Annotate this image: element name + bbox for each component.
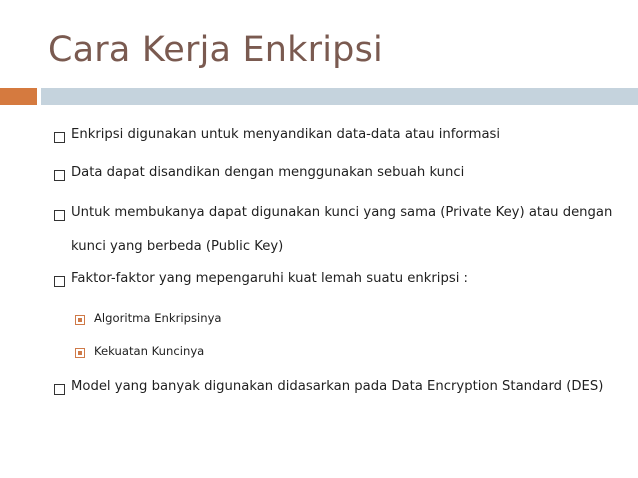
bullet-text: Data dapat disandikan dengan menggunakan sebuah kunci: [71, 165, 465, 180]
accent-bar-orange: [0, 88, 37, 105]
bullet-text: Enkripsi digunakan untuk menyandikan data-data atau informasi: [71, 127, 501, 142]
bullet-text: Model yang banyak digunakan didasarkan pada Data Encryption Standard (DES): [71, 379, 604, 394]
square-bullet-icon: [54, 132, 65, 143]
slide-title: Cara Kerja Enkripsi: [48, 30, 383, 70]
bullet-text: Faktor-faktor yang mepengaruhi kuat lemah suatu enkripsi :: [71, 271, 468, 286]
square-bullet-icon: [54, 210, 65, 221]
square-sub-bullet-icon: [75, 315, 85, 325]
square-sub-bullet-icon: [75, 348, 85, 358]
square-bullet-icon: [54, 170, 65, 181]
square-bullet-icon: [54, 384, 65, 395]
sub-bullet-text: Algoritma Enkripsinya: [94, 311, 222, 325]
bullet-text: Untuk membukanya dapat digunakan kunci yang sama (Private Key) atau dengan kunci yang berbeda (Public Key): [71, 205, 613, 254]
sub-bullet-text: Kekuatan Kuncinya: [94, 344, 205, 358]
bullet-list: [40, 0, 630, 478]
square-bullet-icon: [54, 276, 65, 287]
